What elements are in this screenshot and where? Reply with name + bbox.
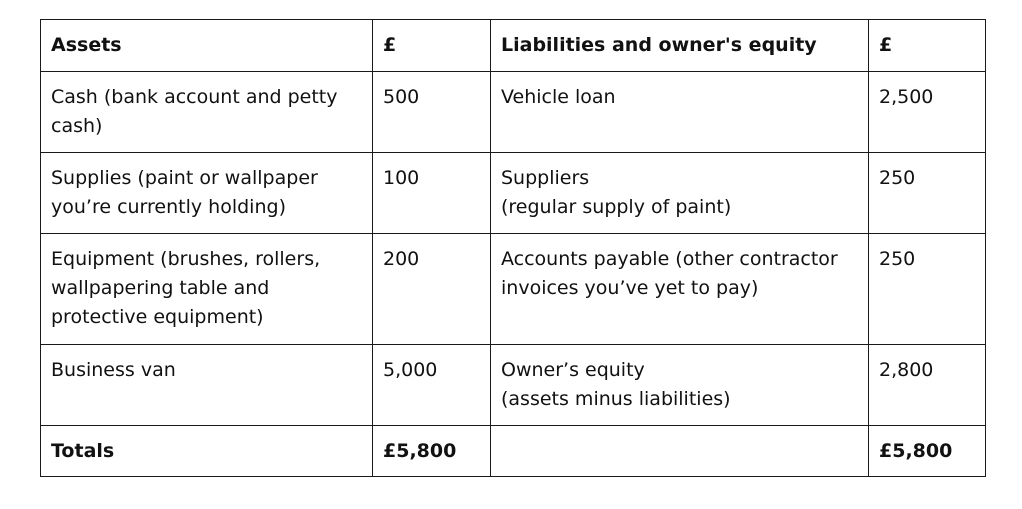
- balance-sheet-table: [40, 19, 986, 477]
- asset-value: 200: [373, 234, 491, 345]
- asset-value: 500: [373, 72, 491, 153]
- liabilities-total: £5,800: [869, 426, 986, 477]
- asset-value: 5,000: [373, 345, 491, 426]
- liability-value: 2,500: [869, 72, 986, 153]
- liability-name: [491, 234, 869, 345]
- liability-value: 250: [869, 234, 986, 345]
- header-liabilities: Liabilities and owner's equity: [491, 20, 869, 72]
- liability-value: 250: [869, 153, 986, 234]
- liability-name: [491, 345, 869, 426]
- asset-name: Business van: [41, 345, 373, 426]
- liability-value: 2,800: [869, 345, 986, 426]
- header-assets-unit: £: [373, 20, 491, 72]
- asset-name: Cash (bank account and petty cash): [41, 72, 373, 153]
- liability-line: (assets minus liabilities): [501, 388, 731, 410]
- assets-total: £5,800: [373, 426, 491, 477]
- totals-row: [41, 426, 986, 477]
- liability-line: Accounts payable (other contractor invoices you’ve yet to pay): [501, 248, 838, 299]
- header-assets: Assets: [41, 20, 373, 72]
- table-row: [41, 72, 986, 153]
- liability-name: [491, 72, 869, 153]
- liability-line: Suppliers: [501, 167, 590, 189]
- liability-line: Owner’s equity: [501, 359, 645, 381]
- table-header-row: [41, 20, 986, 72]
- asset-name: Equipment (brushes, rollers, wallpapering table and protective equipment): [41, 234, 373, 345]
- header-liabilities-unit: £: [869, 20, 986, 72]
- liabilities-total-label: [491, 426, 869, 477]
- table-row: [41, 345, 986, 426]
- asset-value: 100: [373, 153, 491, 234]
- liability-line: Vehicle loan: [501, 86, 616, 108]
- asset-name: Supplies (paint or wallpaper you’re currently holding): [41, 153, 373, 234]
- table-row: [41, 234, 986, 345]
- liability-name: [491, 153, 869, 234]
- table-row: [41, 153, 986, 234]
- liability-line: (regular supply of paint): [501, 196, 732, 218]
- totals-label: Totals: [41, 426, 373, 477]
